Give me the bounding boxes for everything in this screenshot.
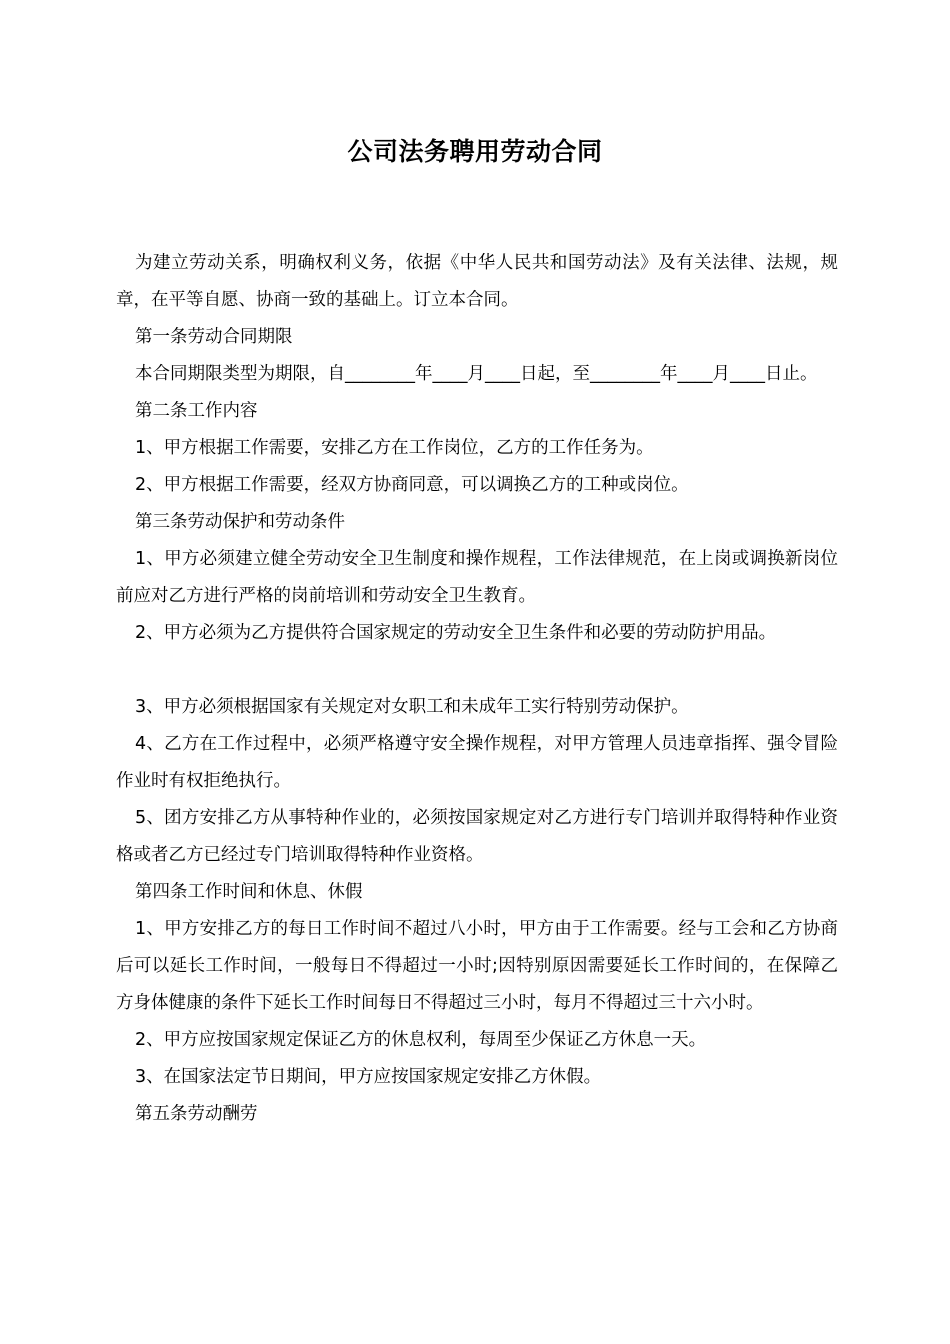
article-2-heading: 第二条工作内容 bbox=[135, 401, 258, 421]
article-4-item-2: 2、甲方应按国家规定保证乙方的休息权利，每周至少保证乙方休息一天。 bbox=[135, 1030, 707, 1050]
article-5-heading: 第五条劳动酬劳 bbox=[135, 1104, 258, 1124]
article-3-item-3: 3、甲方必须根据国家有关规定对女职工和未成年工实行特别劳动保护。 bbox=[135, 697, 689, 717]
article-2-item-2: 2、甲方根据工作需要，经双方协商同意，可以调换乙方的工种或岗位。 bbox=[135, 475, 689, 495]
article-3-item-4: 4、乙方在工作过程中，必须严格遵守安全操作规程，对甲方管理人员违章指挥、强令冒险作业时有权拒绝执行。 bbox=[116, 734, 838, 791]
preamble-paragraph: 为建立劳动关系，明确权利义务，依据《中华人民共和国劳动法》及有关法律、法规，规章，在平等自愿、协商一致的基础上。订立本合同。 bbox=[116, 253, 838, 310]
article-3-item-1: 1、甲方必须建立健全劳动安全卫生制度和操作规程，工作法律规范，在上岗或调换新岗位前应对乙方进行严格的岗前培训和劳动安全卫生教育。 bbox=[116, 549, 838, 606]
article-4-heading: 第四条工作时间和休息、休假 bbox=[135, 882, 363, 902]
article-3-item-2: 2、甲方必须为乙方提供符合国家规定的劳动安全卫生条件和必要的劳动防护用品。 bbox=[135, 623, 777, 643]
article-4-item-3: 3、在国家法定节日期间，甲方应按国家规定安排乙方休假。 bbox=[135, 1067, 602, 1087]
article-3-item-5: 5、团方安排乙方从事特种作业的，必须按国家规定对乙方进行专门培训并取得特种作业资格或者乙方已经过专门培训取得特种作业资格。 bbox=[116, 808, 838, 865]
article-1-heading: 第一条劳动合同期限 bbox=[135, 327, 293, 347]
article-2-item-1: 1、甲方根据工作需要，安排乙方在工作岗位，乙方的工作任务为。 bbox=[135, 438, 654, 458]
article-1-paragraph: 本合同期限类型为期限，自________年____月____日起，至________年____月____日止。 bbox=[135, 364, 818, 384]
blank-line bbox=[116, 652, 838, 689]
article-3-heading: 第三条劳动保护和劳动条件 bbox=[135, 512, 345, 532]
document-body bbox=[116, 245, 838, 1133]
article-4-item-1: 1、甲方安排乙方的每日工作时间不超过八小时，甲方由于工作需要。经与工会和乙方协商后可以延长工作时间，一般每日不得超过一小时;因特别原因需要延长工作时间的，在保障乙方身体健康的条件下延长工作时间每日不得超过三小时，每月不得超过三十六小时。 bbox=[116, 919, 838, 1013]
document-title: 公司法务聘用劳动合同 bbox=[347, 137, 603, 166]
